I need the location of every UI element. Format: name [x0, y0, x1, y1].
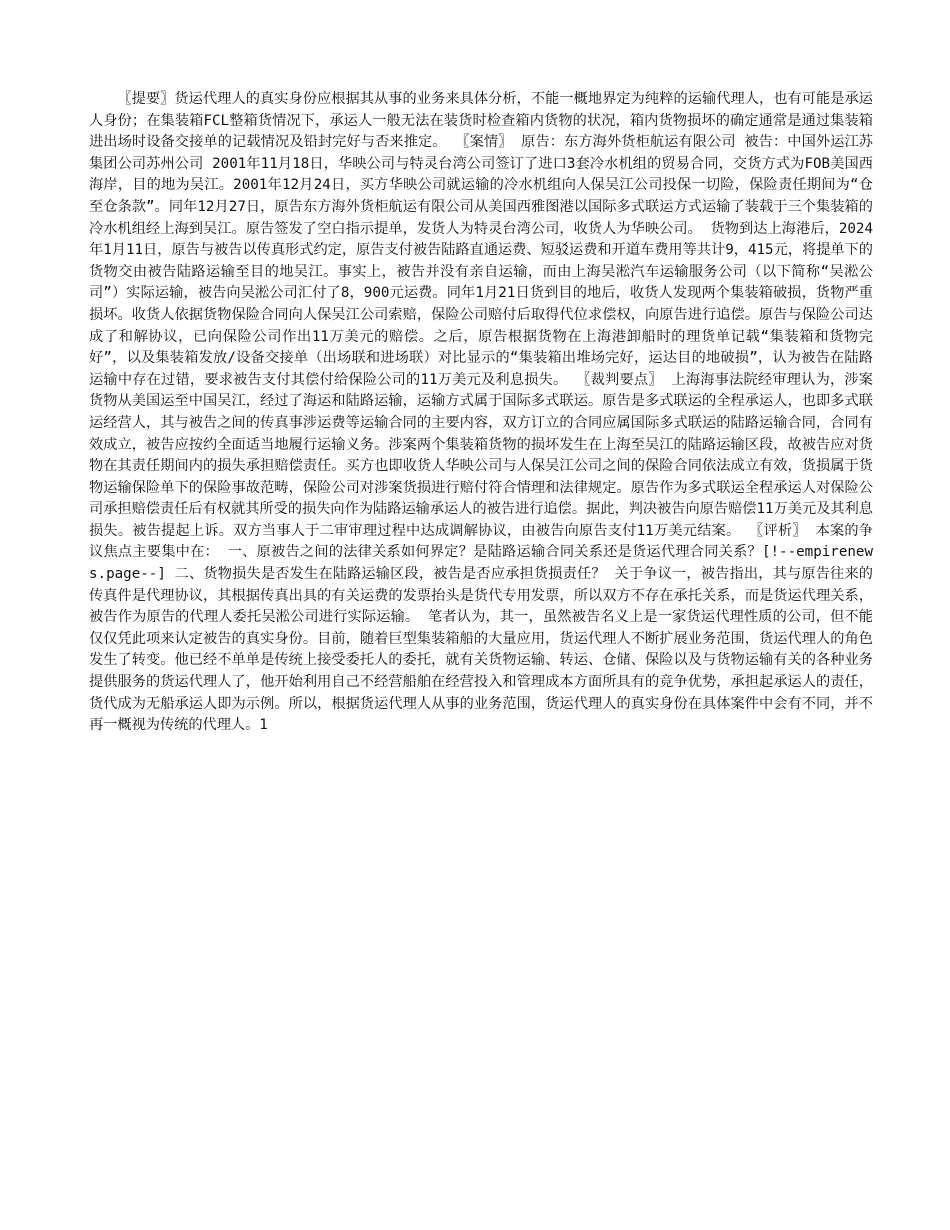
document-body-text: 〖提要〗货运代理人的真实身份应根据其从事的业务来具体分析，不能一概地界定为纯粹的运输代理人，也有可能是承运人身份；在集装箱FCL整箱货情况下，承运人一般无法在装货时检查箱内货物的状况，箱内货物损坏的确定通常是通过集装箱进出场时设备交接单的记载情况及铅封完好与否来推定。 〖案情〗 原告：东方海外货柜航运有限公司 被告：中国外运江苏集团公司苏州公司 2001年11月18日，华映公司与特灵台湾公司签订了进口3套冷水机组的贸易合同，交货方式为FOB美国西海岸，目的地为吴江。2001年12月24日，买方华映公司就运输的冷水机组向人保吴江公司投保一切险，保险责任期间为“仓至仓条款”。同年12月27日，原告东方海外货柜航运有限公司从美国西雅图港以国际多式联运方式运输了装载于三个集装箱的冷水机组经上海到吴江。原告签发了空白指示提单，发货人为特灵台湾公司，收货人为华映公司。 货物到达上海港后，2024年1月11日，原告与被告以传真形式约定，原告支付被告陆路直通运费、短驳运费和开道车费用等共计9，415元，将提单下的货物交由被告陆路运输至目的地吴江。事实上，被告并没有亲自运输，而由上海吴淞汽车运输服务公司（以下简称“吴淞公司”）实际运输，被告向吴淞公司汇付了8，900元运费。同年1月21日货到目的地后，收货人发现两个集装箱破损，货物严重损坏。收货人依据货物保险合同向人保吴江公司索赔，保险公司赔付后取得代位求偿权，向原告进行追偿。原告与保险公司达成了和解协议，已向保险公司作出11万美元的赔偿。之后，原告根据货物在上海港卸船时的理货单记载“集装箱和货物完好”，以及集装箱发放/设备交接单（出场联和进场联）对比显示的“集装箱出堆场完好，运达目的地破损”，认为被告在陆路运输中存在过错，要求被告支付其偿付给保险公司的11万美元及利息损失。 〖裁判要点〗 上海海事法院经审理认为，涉案货物从美国运至中国吴江，经过了海运和陆路运输，运输方式属于国际多式联运。原告是多式联运的全程承运人，也即多式联运经营人，其与被告之间的传真事涉运费等运输合同的主要内容，双方订立的合同应属国际多式联运的陆路运输合同，合同有效成立，被告应按约全面适当地履行运输义务。涉案两个集装箱货物的损坏发生在上海至吴江的陆路运输区段，故被告应对货物在其责任期间内的损失承担赔偿责任。买方也即收货人华映公司与人保吴江公司之间的保险合同依法成立有效，货损属于货物运输保险单下的保险事故范畴，保险公司对涉案货损进行赔付符合情理和法律规定。原告作为多式联运全程承运人对保险公司承担赔偿责任后有权就其所受的损失向作为陆路运输承运人的被告进行追偿。据此，判决被告向原告赔偿11万美元及其利息损失。被告提起上诉。双方当事人于二审审理过程中达成调解协议，由被告向原告支付11万美元结案。 〖评析〗 本案的争议焦点主要集中在： 一、原被告之间的法律关系如何界定？是陆路运输合同关系还是货运代理合同关系？[!--empirenews.page--] 二、货物损失是否发生在陆路运输区段，被告是否应承担货损责任？ 关于争议一，被告指出，其与原告往来的传真件是代理协议，其根据传真出具的有关运费的发票抬头是货代专用发票，所以双方不存在承托关系，而是货运代理关系，被告作为原告的代理人委托吴淞公司进行实际运输。 笔者认为，其一，虽然被告名义上是一家货运代理性质的公司，但不能仅仅凭此项来认定被告的真实身份。目前，随着巨型集装箱船的大量应用，货运代理人不断扩展业务范围，货运代理人的角色发生了转变。他已经不单单是传统上接受委托人的委托，就有关货物运输、转运、仓储、保险以及与货物运输有关的各种业务提供服务的货运代理人了，他开始利用自己不经营船舶在经营投入和管理成本方面所具有的竞争优势，承担起承运人的责任，货代成为无船承运人即为示例。所以，根据货运代理人从事的业务范围，货运代理人的真实身份在具体案件中会有不同，并不再一概视为传统的代理人。1 [89, 91, 873, 734]
